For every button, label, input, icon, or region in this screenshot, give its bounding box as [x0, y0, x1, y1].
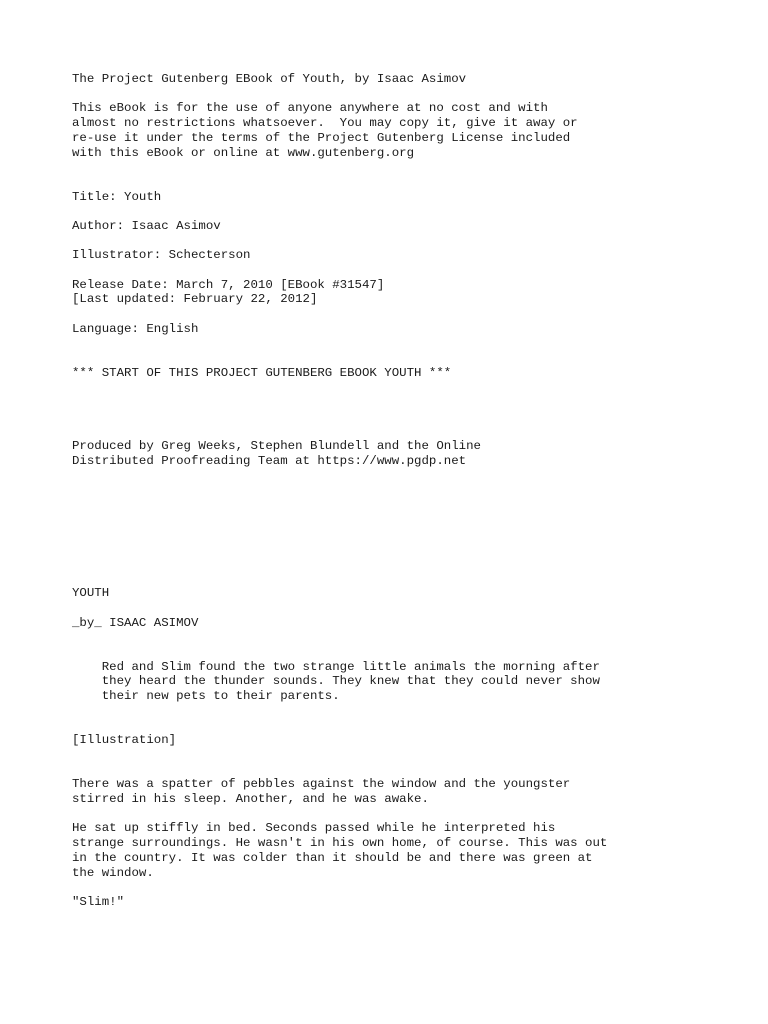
ebook-text	[72, 72, 732, 910]
blank-line	[72, 601, 732, 616]
blank-line	[72, 557, 732, 572]
license-line: re-use it under the terms of the Project Gutenberg License included	[72, 130, 571, 145]
blank-line	[72, 807, 732, 822]
blank-line	[72, 645, 732, 660]
blurb-line: their new pets to their parents.	[72, 689, 340, 704]
blank-line	[72, 234, 732, 249]
story-byline: _by_ ISAAC ASIMOV	[72, 615, 199, 630]
paragraph-line: the window.	[72, 865, 154, 880]
paragraph-line: He sat up stiffly in bed. Seconds passed while he interpreted his	[72, 821, 556, 836]
metadata-author: Author: Isaac Asimov	[72, 218, 221, 233]
illustration-placeholder: [Illustration]	[72, 733, 177, 748]
blurb-line: they heard the thunder sounds. They knew that they could never show	[72, 674, 600, 689]
license-line: almost no restrictions whatsoever. You may copy it, give it away or	[72, 116, 578, 131]
blank-line	[72, 704, 732, 719]
metadata-language: Language: English	[72, 321, 199, 336]
start-marker: *** START OF THIS PROJECT GUTENBERG EBOOK YOUTH ***	[72, 365, 452, 380]
blank-line	[72, 748, 732, 763]
blank-line	[72, 763, 732, 778]
blank-line	[72, 513, 732, 528]
blank-line	[72, 630, 732, 645]
blank-line	[72, 528, 732, 543]
blank-line	[72, 204, 732, 219]
paragraph-line: strange surroundings. He wasn't in his own home, of course. This was out	[72, 836, 608, 851]
license-line: This eBook is for the use of anyone anywhere at no cost and with	[72, 101, 548, 116]
blank-line	[72, 381, 732, 396]
blank-line	[72, 483, 732, 498]
blank-line	[72, 263, 732, 278]
metadata-title: Title: Youth	[72, 189, 162, 204]
blank-line	[72, 469, 732, 484]
blank-line	[72, 410, 732, 425]
blank-line	[72, 572, 732, 587]
blank-line	[72, 87, 732, 102]
blank-line	[72, 337, 732, 352]
blank-line	[72, 880, 732, 895]
metadata-last-updated: [Last updated: February 22, 2012]	[72, 292, 318, 307]
ebook-title-line: The Project Gutenberg EBook of Youth, by Isaac Asimov	[72, 72, 467, 86]
credits-line: Produced by Greg Weeks, Stephen Blundell and the Online	[72, 439, 481, 454]
blank-line	[72, 351, 732, 366]
blank-line	[72, 425, 732, 440]
blank-line	[72, 307, 732, 322]
blank-line	[72, 719, 732, 734]
paragraph-line: There was a spatter of pebbles against the window and the youngster	[72, 777, 571, 792]
metadata-release-date: Release Date: March 7, 2010 [EBook #31547]	[72, 277, 385, 292]
credits-line: Distributed Proofreading Team at https://www.pgdp.net	[72, 454, 467, 469]
license-line: with this eBook or online at www.gutenberg.org	[72, 145, 415, 160]
blank-line	[72, 395, 732, 410]
dialogue-line: "Slim!"	[72, 894, 125, 909]
story-heading: YOUTH	[72, 586, 110, 601]
paragraph-line: in the country. It was colder than it should be and there was green at	[72, 850, 593, 865]
metadata-illustrator: Illustrator: Schecterson	[72, 248, 251, 263]
blank-line	[72, 542, 732, 557]
paragraph-line: stirred in his sleep. Another, and he was awake.	[72, 792, 429, 807]
blank-line	[72, 160, 732, 175]
blank-line	[72, 175, 732, 190]
blurb-line: Red and Slim found the two strange little animals the morning after	[72, 659, 600, 674]
blank-line	[72, 498, 732, 513]
